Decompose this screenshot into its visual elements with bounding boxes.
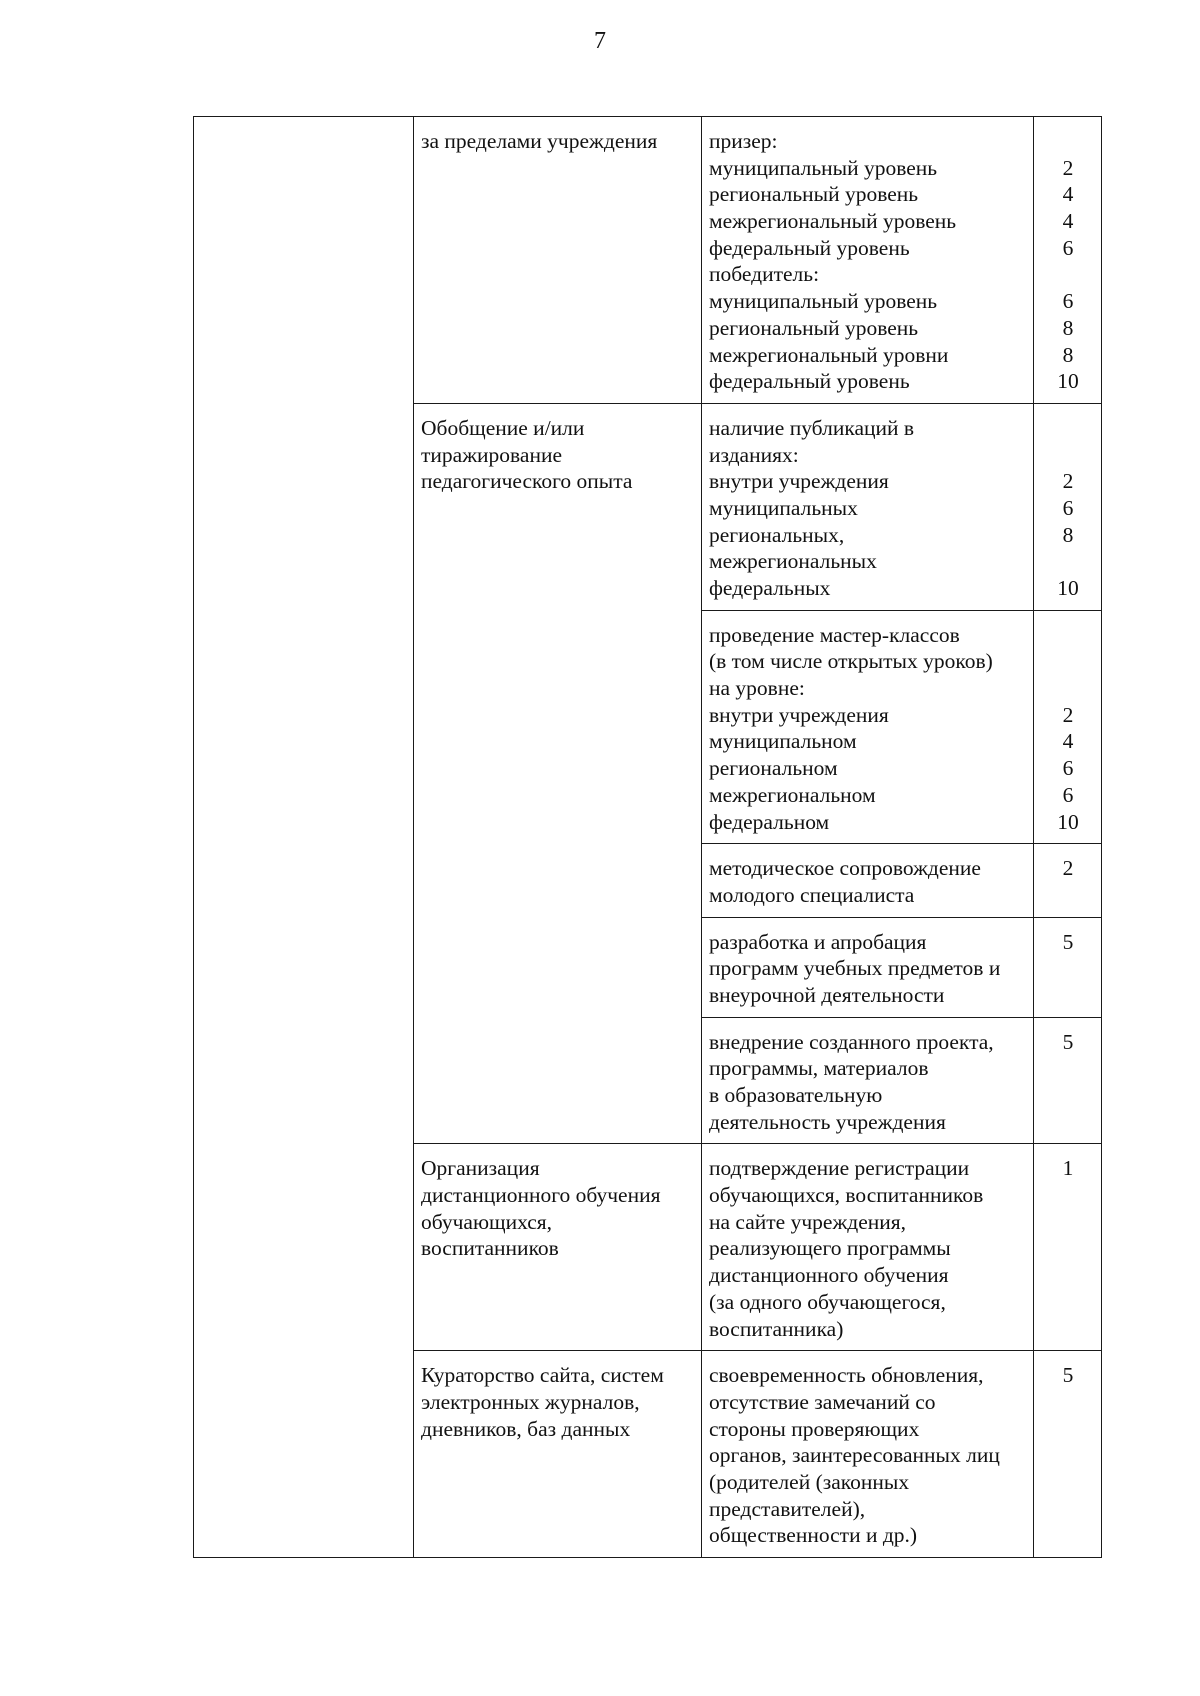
points-value: [1041, 548, 1095, 575]
indicator-cell: [702, 917, 1034, 1017]
criterion-text-line: тиражирование: [421, 442, 563, 467]
points-value: 2: [1062, 702, 1074, 727]
points-value: [1041, 648, 1095, 675]
indicator-text-line: федеральных: [709, 576, 831, 600]
points-value: [1041, 1316, 1095, 1343]
indicator-text-line: изданиях:: [709, 442, 799, 467]
indicator-text-line: межрегиональный уровни: [709, 342, 949, 367]
indicator-text-line: дистанционного обучения: [709, 1263, 949, 1288]
empty-first-column-cell: [194, 117, 414, 1558]
indicator-text-line: межрегиональных: [709, 549, 877, 574]
indicator-text-line: воспитанника): [709, 1316, 844, 1341]
points-cell: [1034, 403, 1102, 610]
points-value: 8: [1062, 315, 1074, 340]
indicator-text-line: (родителей (законных: [709, 1469, 910, 1494]
points-value: 5: [1062, 929, 1074, 954]
indicator-text-line: деятельность учреждения: [709, 1109, 946, 1134]
points-value: 2: [1062, 469, 1074, 494]
indicator-text-line: реализующего программы: [709, 1236, 951, 1261]
criterion-text-line: за пределами учреждения: [421, 129, 658, 153]
points-value: [1041, 1389, 1095, 1416]
indicator-text-line: федеральный уровень: [709, 235, 910, 260]
indicator-text-line: молодого специалиста: [709, 882, 915, 907]
indicator-text-line: муниципальных: [709, 495, 858, 520]
points-value: [1041, 1055, 1095, 1082]
criterion-text-line: электронных журналов,: [421, 1389, 640, 1414]
points-value: [1041, 1082, 1095, 1109]
indicator-cell: [702, 610, 1034, 844]
points-value: 8: [1062, 522, 1074, 547]
points-cell: [1034, 1144, 1102, 1351]
indicator-text-line: в образовательную: [709, 1083, 883, 1107]
indicator-text-line: наличие публикаций в: [709, 415, 915, 440]
indicator-text-line: федеральный уровень: [709, 369, 910, 394]
points-value: 5: [1062, 1029, 1074, 1054]
points-cell: [1034, 1017, 1102, 1144]
indicator-text-line: общественности и др.): [709, 1523, 918, 1548]
criterion-cell: [414, 403, 702, 1144]
indicator-text-line: программы, материалов: [709, 1056, 929, 1081]
indicator-text-line: на сайте учреждения,: [709, 1209, 907, 1234]
indicator-cell: [702, 403, 1034, 610]
indicator-cell: [702, 844, 1034, 917]
points-value: 4: [1062, 729, 1074, 754]
points-cell: [1034, 844, 1102, 917]
table-row: [194, 117, 1102, 404]
indicator-text-line: своевременность обновления,: [709, 1363, 984, 1388]
indicator-text-line: региональный уровень: [709, 182, 919, 207]
points-value: 6: [1062, 782, 1074, 807]
points-value: 10: [1057, 809, 1079, 834]
indicator-text-line: федеральном: [709, 809, 830, 834]
indicator-text-line: внутри учреждения: [709, 702, 889, 727]
criterion-text-line: Организация: [421, 1156, 540, 1181]
indicator-cell: [702, 117, 1034, 404]
points-cell: [1034, 917, 1102, 1017]
points-value: 1: [1062, 1156, 1074, 1181]
indicator-text-line: стороны проверяющих: [709, 1416, 920, 1441]
points-value: [1041, 442, 1095, 469]
indicator-text-line: на уровне:: [709, 676, 805, 701]
criteria-table: [193, 116, 1102, 1558]
points-value: 5: [1062, 1363, 1074, 1388]
indicator-cell: [702, 1351, 1034, 1558]
points-value: [1041, 1235, 1095, 1262]
points-value: 2: [1062, 155, 1074, 180]
points-value: [1041, 1109, 1095, 1136]
indicator-text-line: (за одного обучающегося,: [709, 1289, 946, 1314]
criterion-text-line: Обобщение и/или: [421, 415, 585, 440]
indicator-text-line: региональных,: [709, 522, 845, 547]
indicator-text-line: муниципальный уровень: [709, 289, 938, 314]
points-value: 6: [1062, 289, 1074, 314]
points-value: [1041, 1182, 1095, 1209]
indicator-text-line: внеурочной деятельности: [709, 982, 945, 1007]
criterion-text-line: Кураторство сайта, систем: [421, 1363, 664, 1388]
indicator-text-line: муниципальный уровень: [709, 155, 938, 180]
indicator-text-line: призер:: [709, 129, 778, 153]
points-value: 6: [1062, 235, 1074, 260]
points-value: 6: [1062, 495, 1074, 520]
points-value: 4: [1062, 209, 1074, 234]
criterion-text-line: дневников, баз данных: [421, 1416, 631, 1441]
indicator-text-line: межрегиональном: [709, 782, 876, 807]
points-value: 8: [1062, 342, 1074, 367]
points-value: [1041, 675, 1095, 702]
indicator-text-line: муниципальном: [709, 729, 857, 754]
indicator-text-line: (в том числе открытых уроков): [709, 649, 993, 674]
points-value: [1041, 882, 1095, 909]
points-value: [1041, 955, 1095, 982]
page-number: 7: [594, 28, 606, 54]
points-value: 6: [1062, 756, 1074, 781]
criterion-text-line: воспитанников: [421, 1236, 559, 1261]
points-value: [1041, 1416, 1095, 1443]
points-value: 4: [1062, 182, 1074, 207]
criterion-cell: [414, 117, 702, 404]
indicator-text-line: внедрение созданного проекта,: [709, 1029, 994, 1054]
indicator-text-line: победитель:: [709, 262, 820, 287]
points-value: [1041, 1262, 1095, 1289]
indicator-text-line: представителей),: [709, 1496, 866, 1521]
points-value: [1041, 1469, 1095, 1496]
indicator-text-line: методическое сопровождение: [709, 856, 981, 881]
points-value: [1041, 1209, 1095, 1236]
points-value: 10: [1057, 369, 1079, 394]
points-cell: [1034, 610, 1102, 844]
points-value: [1041, 261, 1095, 288]
indicator-text-line: региональном: [709, 756, 838, 781]
criterion-text-line: дистанционного обучения: [421, 1183, 661, 1208]
points-value: [1041, 622, 1095, 649]
points-cell: [1034, 1351, 1102, 1558]
indicator-text-line: региональный уровень: [709, 315, 919, 340]
indicator-text-line: отсутствие замечаний со: [709, 1389, 936, 1414]
points-value: [1041, 128, 1095, 155]
points-value: [1041, 1496, 1095, 1523]
points-value: [1041, 982, 1095, 1009]
points-value: [1041, 1522, 1095, 1549]
points-value: [1041, 1442, 1095, 1469]
indicator-text-line: разработка и апробация: [709, 929, 927, 954]
criterion-text-line: обучающихся,: [421, 1209, 553, 1234]
indicator-text-line: программ учебных предметов и: [709, 956, 1001, 981]
indicator-text-line: органов, заинтересованных лиц: [709, 1443, 1000, 1468]
indicator-text-line: внутри учреждения: [709, 469, 889, 494]
criterion-cell: [414, 1144, 702, 1351]
points-value: [1041, 1289, 1095, 1316]
criterion-text-line: педагогического опыта: [421, 469, 633, 494]
indicator-cell: [702, 1017, 1034, 1144]
indicator-text-line: подтверждение регистрации: [709, 1156, 970, 1181]
indicator-text-line: проведение мастер-классов: [709, 622, 960, 647]
indicator-text-line: межрегиональный уровень: [709, 209, 957, 234]
points-value: 2: [1062, 856, 1074, 881]
points-value: [1041, 415, 1095, 442]
indicator-cell: [702, 1144, 1034, 1351]
points-cell: [1034, 117, 1102, 404]
indicator-text-line: обучающихся, воспитанников: [709, 1183, 984, 1208]
points-value: 10: [1057, 576, 1079, 600]
criterion-cell: [414, 1351, 702, 1558]
